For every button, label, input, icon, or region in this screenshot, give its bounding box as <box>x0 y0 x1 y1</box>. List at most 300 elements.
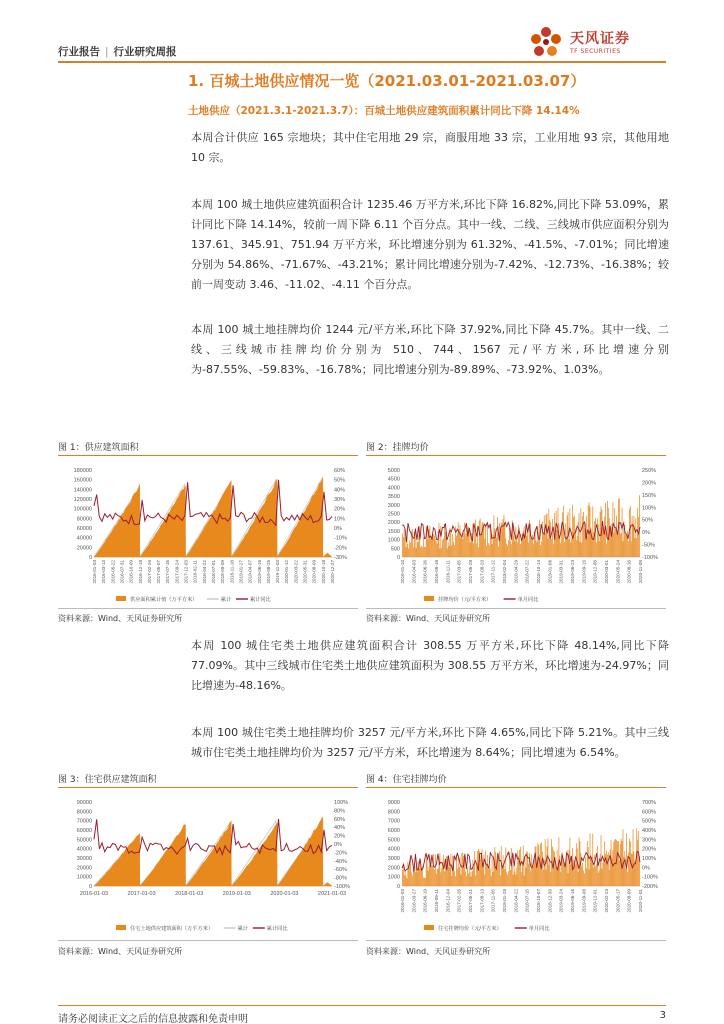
price-bar <box>593 868 594 886</box>
footer-rule <box>58 1005 666 1006</box>
price-bar <box>407 879 408 886</box>
figure-1-source: 资料来源：Wind、天风证券研究所 <box>58 614 183 623</box>
price-bar <box>460 525 461 557</box>
price-bar <box>465 534 466 557</box>
right-axis-tick-label: -10% <box>334 535 347 542</box>
price-bar <box>419 526 420 557</box>
price-bar <box>545 533 546 557</box>
price-bar <box>491 876 492 886</box>
price-bar <box>436 874 437 886</box>
price-bar <box>440 872 441 886</box>
price-bar <box>552 519 553 557</box>
x-axis-tick-label: 2019-06-16 <box>570 889 575 913</box>
figure-4-chart <box>366 794 666 936</box>
price-bar <box>538 845 539 886</box>
price-bar <box>635 538 636 557</box>
right-axis-tick-label: 30% <box>334 497 346 503</box>
price-bar <box>435 854 436 886</box>
right-axis-tick-label: -20% <box>334 545 347 552</box>
price-bar <box>578 872 579 886</box>
x-axis-tick-label: 2018-10-07 <box>536 889 541 913</box>
right-axis-tick-label: 250% <box>642 468 657 474</box>
price-bar <box>492 857 493 886</box>
price-bar <box>451 531 452 557</box>
price-bar <box>472 533 473 557</box>
price-bar <box>569 850 570 886</box>
price-bar <box>574 516 575 557</box>
price-bar <box>582 516 583 557</box>
price-bar <box>511 544 512 557</box>
x-axis-tick-label: 2020-10-18 <box>320 560 326 584</box>
price-bar <box>526 536 527 557</box>
price-bar <box>509 528 510 557</box>
price-bar <box>607 855 608 886</box>
price-bar <box>422 547 423 557</box>
legend-label: 累计 <box>237 926 248 932</box>
price-bar <box>498 858 499 886</box>
figure-2-chart <box>366 462 666 607</box>
left-axis-tick-label: 6000 <box>387 828 400 834</box>
right-axis-tick-label: 300% <box>642 837 657 844</box>
left-axis-tick-label: 5000 <box>387 837 400 844</box>
right-axis-tick-label: 0% <box>642 530 650 537</box>
left-axis-tick-label: 2000 <box>387 520 400 527</box>
price-bar <box>630 506 631 557</box>
x-axis-tick-label: 2020-05-24 <box>615 560 621 584</box>
price-bar <box>407 862 408 886</box>
price-bar <box>497 517 498 557</box>
price-bar <box>487 855 488 886</box>
price-bar <box>589 869 590 886</box>
x-axis-tick-label: 2019-06-23 <box>570 560 575 584</box>
price-bar <box>570 864 571 886</box>
price-bar <box>579 513 580 557</box>
x-axis-tick-label: 2020-08-09 <box>626 889 632 913</box>
price-bar <box>594 855 595 886</box>
price-bar <box>418 535 419 557</box>
price-bar <box>594 521 595 557</box>
price-bar <box>634 852 635 886</box>
price-bar <box>430 538 431 557</box>
x-axis-tick-label: 2016-09-18 <box>434 560 439 584</box>
price-bar <box>494 528 495 557</box>
price-bar <box>599 541 600 557</box>
left-axis-tick-label: 80000 <box>76 516 92 523</box>
price-bar <box>505 538 506 557</box>
price-bar <box>533 544 534 557</box>
price-bar <box>489 545 490 557</box>
price-bar <box>621 533 622 557</box>
price-bar <box>406 876 407 886</box>
price-bar <box>504 515 505 557</box>
price-bar <box>521 541 522 557</box>
x-axis-tick-label: 2020-01-12 <box>284 560 290 584</box>
price-bar <box>496 538 497 557</box>
price-bar <box>425 878 426 886</box>
x-axis-tick-label: 2016-04-03 <box>411 560 417 584</box>
price-bar <box>526 867 527 886</box>
x-axis-tick-label: 2017-11-05 <box>490 889 496 913</box>
price-bar <box>479 521 480 557</box>
price-bar <box>454 545 455 557</box>
x-axis-tick-label: 2018-02-11 <box>192 560 198 584</box>
price-bar <box>516 527 517 557</box>
price-bar <box>592 834 593 886</box>
price-bar <box>626 834 627 886</box>
price-bar <box>505 847 506 886</box>
x-axis-tick-label: 2018-07-22 <box>524 560 530 584</box>
price-bar <box>440 853 441 886</box>
left-axis-tick-label: 160000 <box>73 477 92 484</box>
price-bar <box>507 546 508 557</box>
legend-label: 单月同比 <box>528 926 550 932</box>
price-bar <box>493 872 494 886</box>
price-bar <box>511 848 512 886</box>
price-bar <box>563 506 564 557</box>
price-bar <box>631 541 632 557</box>
x-axis-tick-label: 2016-01-03 <box>79 891 109 897</box>
price-bar <box>584 528 585 557</box>
figure-3-title: 图 3：住宅供应建筑面积 <box>58 775 157 785</box>
x-axis-tick-label: 2016-06-26 <box>422 560 428 584</box>
x-axis-tick-label: 2018-02-04 <box>502 560 507 584</box>
left-axis-tick-label: 50000 <box>76 837 92 844</box>
chart-svg <box>58 794 358 936</box>
price-bar <box>510 541 511 557</box>
section-title: 1. 百城土地供应情况一览（2021.03.01-2021.03.07） <box>188 72 586 90</box>
page-number: 3 <box>659 1010 666 1021</box>
price-bar <box>502 523 503 557</box>
price-bar <box>546 870 547 886</box>
price-bar <box>507 875 508 886</box>
price-bar <box>504 866 505 886</box>
price-bar <box>403 866 404 886</box>
x-axis-tick-label: 2019-12-01 <box>592 889 598 913</box>
price-bar <box>627 872 628 886</box>
price-bar <box>451 854 452 886</box>
price-bar <box>444 524 445 557</box>
x-axis-tick-label: 2016-12-18 <box>137 560 143 584</box>
price-bar <box>506 872 507 886</box>
x-axis-tick-label: 2019-03-24 <box>558 889 564 913</box>
price-bar <box>459 867 460 886</box>
company-logo <box>526 22 666 62</box>
legend-label: 供应面积累计值（万平方米） <box>130 597 198 603</box>
price-bar <box>628 541 629 557</box>
price-bar <box>531 854 532 886</box>
right-axis-tick-label: 50% <box>642 517 654 524</box>
right-axis-tick-label: -100% <box>642 874 658 881</box>
price-bar <box>584 873 585 886</box>
right-axis-tick-label: 60% <box>334 468 346 474</box>
price-bar <box>402 534 403 557</box>
price-bar <box>405 870 406 886</box>
price-bar <box>586 868 587 886</box>
legend-swatch-box <box>424 596 434 601</box>
price-bar <box>576 540 577 557</box>
right-axis-tick-label: 200% <box>642 480 657 487</box>
price-bar <box>542 852 543 886</box>
price-bar <box>576 843 577 886</box>
price-bar <box>467 867 468 886</box>
price-bar <box>603 862 604 886</box>
x-axis-tick-label: 2018-07-01 <box>211 560 216 584</box>
price-bar <box>420 547 421 557</box>
price-bar <box>548 838 549 886</box>
price-bar <box>589 502 590 557</box>
right-axis-tick-label: 20% <box>334 506 346 513</box>
price-bar <box>571 538 572 557</box>
x-axis-tick-label: 2020-11-01 <box>638 889 643 913</box>
paragraph-residential-area: 本周 100 城住宅类土地供应建筑面积合计 308.55 万平方米,环比下降 48.14%,同比下降 77.09%。其中三线城市住宅类土地供应建筑面积为 308.55 万平方米，环比增速为-24.97%；同比增速为-48.16%。 <box>191 639 669 692</box>
x-axis-tick-label: 2016-07-31 <box>119 560 125 584</box>
price-bar <box>607 501 608 557</box>
price-bar <box>602 869 603 886</box>
price-bar <box>416 548 417 557</box>
legend-label: 累计同比 <box>266 926 288 932</box>
figure-4-bottom-rule <box>366 940 666 941</box>
price-bar <box>404 875 405 886</box>
legend-label: 累计同比 <box>250 597 271 603</box>
price-bar <box>413 547 414 557</box>
x-axis-tick-label: 2020-03-22 <box>293 560 299 584</box>
price-bar <box>503 855 504 886</box>
figure-4-source: 资料来源：Wind、天风证券研究所 <box>366 947 491 956</box>
price-bar <box>535 847 536 886</box>
figure-1-bottom-rule <box>58 608 358 609</box>
price-bar <box>462 538 463 557</box>
left-axis-tick-label: 30000 <box>76 856 92 862</box>
price-bar <box>638 517 639 557</box>
price-bar <box>577 848 578 886</box>
price-bar <box>565 523 566 557</box>
price-bar <box>425 547 426 557</box>
price-bar <box>421 868 422 886</box>
price-bar <box>548 865 549 886</box>
x-axis-tick-label: 2020-08-09 <box>311 560 317 584</box>
price-bar <box>530 871 531 886</box>
x-axis-tick-label: 2019-03-31 <box>558 560 564 584</box>
left-axis-tick-label: 140000 <box>73 487 92 494</box>
price-bar <box>435 539 436 557</box>
price-bar <box>632 516 633 557</box>
price-bar <box>443 538 444 557</box>
price-bar <box>623 829 624 886</box>
price-bar <box>423 537 424 557</box>
price-bar <box>531 538 532 557</box>
price-bar <box>597 518 598 557</box>
price-bar <box>434 870 435 886</box>
price-bar <box>406 547 407 557</box>
left-axis-tick-label: 180000 <box>73 468 92 474</box>
price-bar <box>421 546 422 557</box>
price-bar <box>525 856 526 886</box>
report-category <box>58 44 177 59</box>
price-bar <box>547 846 548 886</box>
price-bar <box>629 839 630 886</box>
price-bar <box>581 508 582 557</box>
series-monthly-yoy-line <box>402 851 640 871</box>
price-bar <box>610 849 611 886</box>
price-bar <box>407 544 408 557</box>
price-bar <box>415 533 416 557</box>
price-bar <box>455 876 456 886</box>
price-bar <box>441 868 442 886</box>
price-bar <box>408 549 409 557</box>
price-bar <box>617 531 618 557</box>
price-bar <box>616 516 617 557</box>
price-bar <box>457 533 458 557</box>
left-axis-tick-label: 2000 <box>387 865 400 872</box>
x-axis-tick-label: 2019-08-25 <box>265 560 271 584</box>
price-bar <box>635 861 636 886</box>
x-axis-tick-label: 2019-09-08 <box>581 889 587 913</box>
price-bar <box>450 528 451 557</box>
paragraph-supply-count: 本周合计供应 165 宗地块；其中住宅用地 29 宗，商服用地 33 宗，工业用地 93 宗，其他用地 10 宗。 <box>191 131 669 164</box>
x-axis-tick-label: 2018-04-22 <box>513 889 519 913</box>
price-bar <box>618 841 619 886</box>
logo-subtitle: TF SECURITIES <box>570 48 621 55</box>
price-bar <box>590 833 591 886</box>
price-bar <box>550 872 551 886</box>
price-bar <box>508 871 509 886</box>
price-bar <box>434 536 435 557</box>
figure-1-title: 图 1：供应建筑面积 <box>58 443 139 453</box>
price-bar <box>608 852 609 886</box>
price-bar <box>454 871 455 886</box>
price-bar <box>510 870 511 886</box>
right-axis-tick-label: -200% <box>642 884 658 890</box>
header-separator: | <box>105 46 109 58</box>
price-bar <box>462 853 463 886</box>
price-bar <box>439 523 440 557</box>
price-bar <box>564 542 565 557</box>
price-bar <box>480 859 481 886</box>
logo-name: 天风证券 <box>570 31 630 47</box>
price-bar <box>505 869 506 886</box>
price-bar <box>482 523 483 557</box>
left-axis-tick-label: 500 <box>390 546 400 553</box>
price-bar <box>488 869 489 886</box>
right-axis-tick-label: -30% <box>334 555 347 561</box>
price-bar <box>541 541 542 557</box>
price-bar <box>517 543 518 557</box>
right-axis-tick-label: 700% <box>642 800 657 806</box>
price-bar <box>503 519 504 557</box>
left-axis-tick-label: 100000 <box>73 506 92 513</box>
right-axis-tick-label: 40% <box>334 825 346 832</box>
left-axis-tick-label: 0 <box>88 555 92 561</box>
price-bar <box>525 539 526 557</box>
price-bar <box>441 548 442 557</box>
price-bar <box>567 850 568 886</box>
left-axis-tick-label: 4500 <box>387 476 400 483</box>
price-bar <box>483 527 484 557</box>
price-bar <box>458 522 459 557</box>
left-axis-tick-label: 1000 <box>387 874 400 881</box>
price-bar <box>527 529 528 557</box>
price-bar <box>472 872 473 886</box>
left-axis-tick-label: 120000 <box>73 497 92 503</box>
price-bar <box>637 840 638 886</box>
price-bar <box>573 860 574 886</box>
left-axis-tick-label: 3000 <box>387 502 400 509</box>
price-bar <box>418 542 419 557</box>
figure-3-source: 资料来源：Wind、天风证券研究所 <box>58 947 183 956</box>
price-bar <box>543 870 544 886</box>
figure-3-bottom-rule <box>58 940 358 941</box>
price-bar <box>416 866 417 886</box>
price-bar <box>457 869 458 886</box>
price-bar <box>620 534 621 557</box>
price-bar <box>473 867 474 886</box>
price-bar <box>473 543 474 557</box>
price-bar <box>501 846 502 886</box>
price-bar <box>596 864 597 886</box>
price-bar <box>550 522 551 557</box>
price-bar <box>630 841 631 886</box>
price-bar <box>633 829 634 886</box>
x-axis-tick-label: 2017-07-16 <box>165 560 171 584</box>
price-bar <box>440 549 441 557</box>
left-axis-tick-label: 40000 <box>76 846 92 853</box>
price-bar <box>592 506 593 557</box>
price-bar <box>632 854 633 886</box>
price-bar <box>429 526 430 557</box>
price-bar <box>614 508 615 557</box>
price-bar <box>490 526 491 557</box>
price-bar <box>410 857 411 886</box>
price-bar <box>474 527 475 557</box>
price-bar <box>520 847 521 886</box>
left-axis-tick-label: 3000 <box>387 856 400 862</box>
price-bar <box>461 538 462 557</box>
figure-1-top-rule <box>58 455 358 456</box>
price-bar <box>486 546 487 557</box>
left-axis-tick-label: 0 <box>396 884 400 890</box>
paragraph-supply-area: 本周 100 城土地供应建筑面积合计 1235.46 万平方米,环比下降 16.82%,同比下降 53.09%，累计同比下降 14.14%，较前一周下降 6.11 个百分点。其中一线、二线、三线城市供应面积分别为 137.61、345.91、751.94 万平方米，环比增速分别为 61.32%、-41.5%、-7.01%；同比增速分别为 54.86%、-71.67%、-43.21%；累计同比增速分别为-7.42%、-12.73%、-16.38%；较前一周变动 3.46、-11.02、-4.11 个百分点。 <box>191 198 669 291</box>
price-bar <box>426 859 427 886</box>
price-bar <box>417 542 418 557</box>
price-bar <box>437 869 438 886</box>
price-bar <box>638 831 639 886</box>
right-axis-tick-label: 0% <box>334 526 342 532</box>
price-bar <box>581 543 582 557</box>
price-bar <box>613 850 614 886</box>
price-bar <box>581 866 582 886</box>
figure-2-top-rule <box>366 455 666 456</box>
left-axis-tick-label: 60000 <box>76 828 92 834</box>
x-axis-tick-label: 2017-09-24 <box>174 560 180 584</box>
right-axis-tick-label: 60% <box>334 816 346 823</box>
price-bar <box>595 518 596 557</box>
footer-disclaimer: 请务必阅读正文之后的信息披露和免责申明 <box>58 1014 248 1024</box>
x-axis-tick-label: 2017-05-21 <box>468 889 473 913</box>
x-axis-tick-label: 2016-01-10 <box>400 560 405 584</box>
figure-3-top-rule <box>58 787 358 788</box>
figure-2-title: 图 2：挂牌均价 <box>366 443 429 453</box>
price-bar <box>615 527 616 557</box>
x-axis-tick-label: 2016-12-04 <box>445 889 451 913</box>
left-axis-tick-label: 0 <box>88 884 92 890</box>
price-bar <box>560 543 561 557</box>
price-bar <box>536 540 537 557</box>
price-bar <box>635 518 636 557</box>
price-bar <box>610 531 611 557</box>
left-axis-tick-label: 10000 <box>76 874 92 881</box>
left-axis-tick-label: 4000 <box>387 846 400 853</box>
price-bar <box>468 874 469 886</box>
